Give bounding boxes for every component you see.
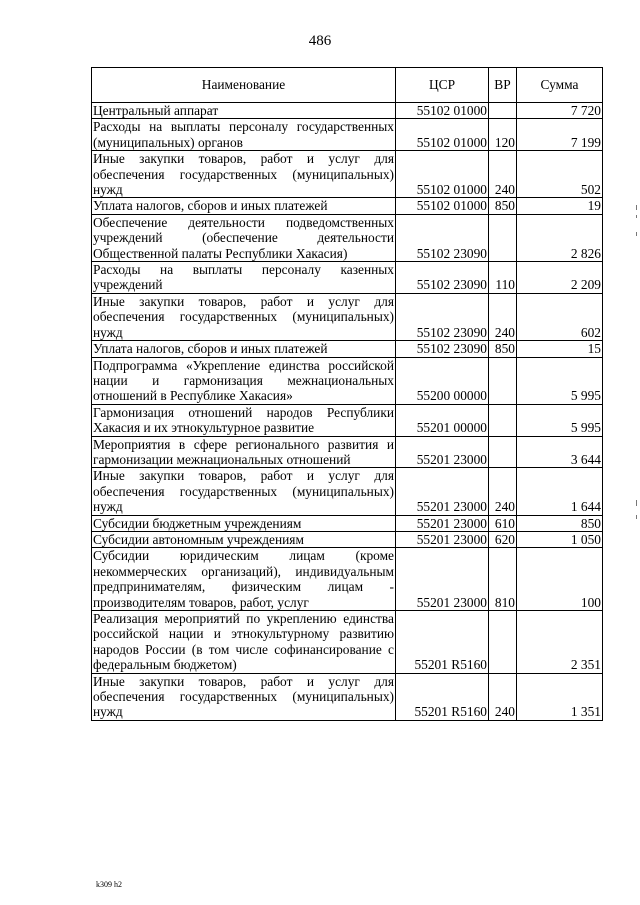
table-row	[92, 531, 603, 547]
table-row	[92, 151, 603, 198]
scan-margin-mark	[636, 205, 637, 210]
scan-margin-mark	[636, 232, 637, 236]
table-row	[92, 119, 603, 151]
row-name-cell: Иные закупки товаров, работ и услуг для обеспечения государственных (муниципальных) нужд	[93, 468, 394, 515]
row-csr-cell: 55201 23000	[396, 468, 489, 515]
row-csr-cell: 55201 R5160	[396, 611, 489, 674]
row-name-cell: Иные закупки товаров, работ и услуг для обеспечения государственных (муниципальных) нужд	[93, 293, 394, 340]
row-name-cell: Иные закупки товаров, работ и услуг для обеспечения государственных (муниципальных) нужд	[93, 151, 394, 198]
row-vr-cell	[489, 611, 517, 674]
row-csr-cell: 55201 R5160	[396, 673, 489, 720]
row-sum-cell: 1 644	[517, 468, 603, 515]
scan-margin-mark	[636, 215, 637, 218]
row-vr-cell: 850	[489, 198, 517, 214]
row-name-cell: Реализация мероприятий по укреплению единства российской нации и этнокультурному развитию народов России (в том числе софинансирование с федеральным бюджетом)	[93, 611, 394, 673]
table-row	[92, 198, 603, 214]
table-row	[92, 468, 603, 515]
row-sum-cell: 5 995	[517, 357, 603, 404]
header-name: Наименование	[92, 68, 396, 103]
row-sum-cell: 2 826	[517, 214, 603, 261]
row-name-cell: Мероприятия в сфере регионального развития и гармонизации межнациональных отношений	[93, 436, 394, 467]
row-vr-cell: 620	[489, 531, 517, 547]
table-row	[92, 357, 603, 404]
table-row	[92, 293, 603, 340]
table-row	[92, 548, 603, 611]
row-sum-cell: 2 209	[517, 262, 603, 294]
table-row	[92, 103, 603, 119]
row-sum-cell: 19	[517, 198, 603, 214]
row-csr-cell: 55201 00000	[396, 404, 489, 436]
row-sum-cell: 850	[517, 515, 603, 531]
row-csr-cell: 55102 23090	[396, 293, 489, 340]
row-sum-cell: 7 199	[517, 119, 603, 151]
row-csr-cell: 55201 23000	[396, 515, 489, 531]
row-name-cell: Субсидии юридическим лицам (кроме некоммерческих организаций), индивидуальным предпринимателям, физическим лицам - производителям товаров, работ, услуг	[93, 548, 394, 610]
header-sum: Сумма	[517, 68, 603, 103]
budget-table	[91, 67, 603, 721]
row-name-cell: Иные закупки товаров, работ и услуг для обеспечения государственных (муниципальных) нужд	[93, 673, 394, 720]
footer-code: k309 h2	[96, 880, 122, 889]
row-vr-cell: 240	[489, 293, 517, 340]
row-sum-cell: 7 720	[517, 103, 603, 119]
table-row	[92, 262, 603, 294]
row-sum-cell: 1 050	[517, 531, 603, 547]
row-vr-cell	[489, 103, 517, 119]
row-sum-cell: 15	[517, 341, 603, 357]
header-csr: ЦСР	[396, 68, 489, 103]
row-csr-cell: 55102 23090	[396, 262, 489, 294]
row-sum-cell: 502	[517, 151, 603, 198]
row-vr-cell: 610	[489, 515, 517, 531]
row-csr-cell: 55102 01000	[396, 198, 489, 214]
row-vr-cell	[489, 214, 517, 261]
table-header-row	[92, 68, 603, 103]
scan-margin-mark	[636, 500, 637, 506]
row-csr-cell: 55201 23000	[396, 531, 489, 547]
table-row	[92, 341, 603, 357]
table-row	[92, 515, 603, 531]
row-vr-cell	[489, 357, 517, 404]
row-csr-cell: 55201 23000	[396, 436, 489, 468]
row-csr-cell: 55102 01000	[396, 103, 489, 119]
row-name-cell: Субсидии бюджетным учреждениям	[92, 515, 396, 531]
row-csr-cell: 55102 23090	[396, 214, 489, 261]
row-csr-cell: 55102 01000	[396, 119, 489, 151]
row-name-cell: Центральный аппарат	[92, 103, 396, 119]
page-number: 486	[308, 33, 332, 49]
table-row	[92, 673, 603, 720]
row-sum-cell: 602	[517, 293, 603, 340]
table-row	[92, 404, 603, 436]
row-vr-cell: 240	[489, 673, 517, 720]
row-vr-cell: 810	[489, 548, 517, 611]
row-sum-cell: 100	[517, 548, 603, 611]
row-csr-cell: 55200 00000	[396, 357, 489, 404]
row-vr-cell	[489, 404, 517, 436]
row-sum-cell: 3 644	[517, 436, 603, 468]
table-row	[92, 436, 603, 468]
row-vr-cell: 240	[489, 151, 517, 198]
header-vr: ВР	[489, 68, 517, 103]
row-vr-cell: 240	[489, 468, 517, 515]
row-name-cell: Гармонизация отношений народов Республики Хакасия и их этнокультурное развитие	[93, 404, 394, 436]
row-sum-cell: 5 995	[517, 404, 603, 436]
row-csr-cell: 55102 23090	[396, 341, 489, 357]
row-csr-cell: 55201 23000	[396, 548, 489, 611]
row-vr-cell: 850	[489, 341, 517, 357]
row-vr-cell	[489, 436, 517, 468]
row-name-cell: Уплата налогов, сборов и иных платежей	[92, 341, 396, 357]
row-name-cell: Подпрограмма «Укрепление единства российской нации и гармонизация межнациональных отношений в Республике Хакасия»	[93, 357, 394, 404]
row-name-cell: Обеспечение деятельности подведомственных учреждений (обеспечение деятельности Общественной палаты Республики Хакасия)	[93, 214, 394, 261]
row-name-cell: Уплата налогов, сборов и иных платежей	[92, 198, 396, 214]
table-row	[92, 214, 603, 261]
table-row	[92, 611, 603, 674]
row-name-cell: Расходы на выплаты персоналу казенных учреждений	[93, 262, 394, 293]
row-sum-cell: 1 351	[517, 673, 603, 720]
row-csr-cell: 55102 01000	[396, 151, 489, 198]
row-vr-cell: 120	[489, 119, 517, 151]
scan-margin-mark	[636, 515, 637, 519]
row-sum-cell: 2 351	[517, 611, 603, 674]
row-vr-cell: 110	[489, 262, 517, 294]
row-name-cell: Расходы на выплаты персоналу государственных (муниципальных) органов	[93, 119, 394, 150]
row-name-cell: Субсидии автономным учреждениям	[92, 531, 396, 547]
